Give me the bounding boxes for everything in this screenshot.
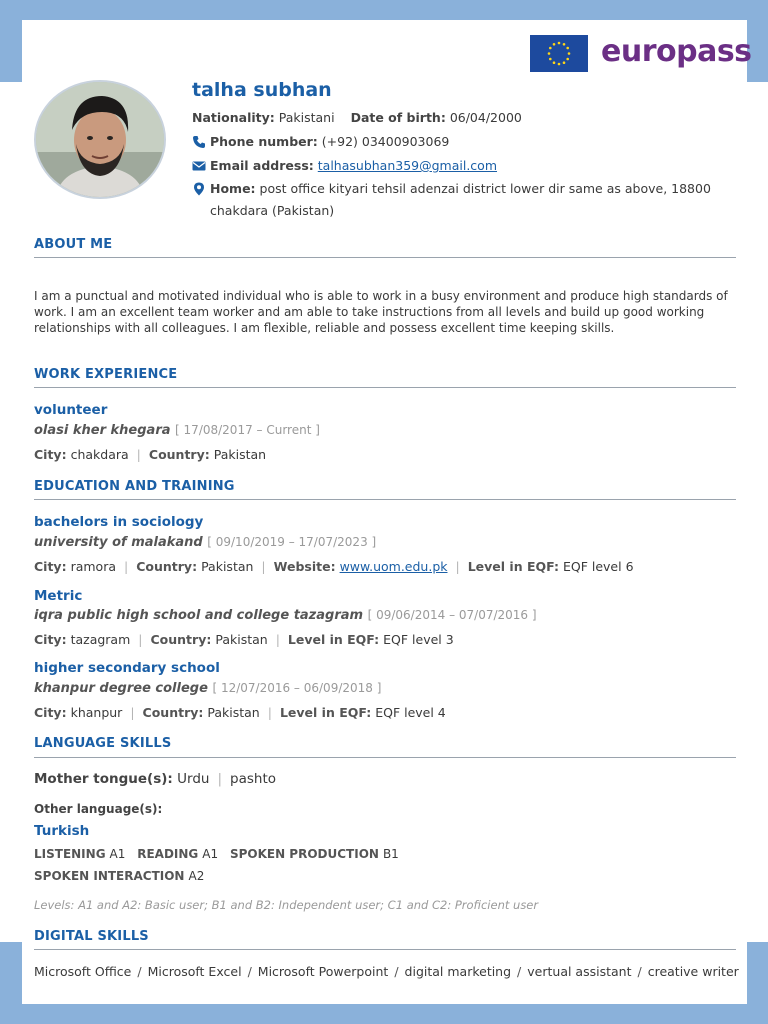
mother-tongue-1: Urdu [177,771,210,787]
dob-value: 06/04/2000 [449,110,522,125]
mother-tongue-label: Mother tongue(s): [34,771,173,787]
country-label: Country: [148,447,210,462]
digital-skill: creative writer [647,964,739,979]
digital-skill: digital marketing [404,964,512,979]
email-label: Email address: [210,158,314,173]
phone-line [210,134,449,150]
email-line [210,158,497,174]
website-label: Website: [273,559,336,574]
mother-tongue-line: Mother tongue(s): Urdu | pashto [34,771,277,787]
education-date: [ 12/07/2016 – 06/09/2018 ] [212,681,382,695]
education-degree: bachelors in sociology [34,514,204,530]
country-value: Pakistan [207,705,260,720]
spoken-interaction-label: SPOKEN INTERACTION [34,869,185,883]
education-school [34,535,376,550]
country-value: Pakistan [213,447,267,462]
section-divider [34,757,736,758]
spoken-production-label: SPOKEN PRODUCTION [229,847,379,861]
reading-level: A1 [202,847,219,861]
school-name: iqra public high school and college tazagram [34,608,364,623]
language-levels-note: Levels: A1 and A2: Basic user; B1 and B2: Independent user; C1 and C2: Proficient user [34,898,539,912]
education-meta: City: ramora | Country: Pakistan | Website: www.uom.edu.pk | Level in EQF: EQF level 6 [34,559,634,574]
email-link[interactable]: talhasubhan359@gmail.com [317,158,498,173]
listening-label: LISTENING [34,847,106,861]
work-date: [ 17/08/2017 – Current ] [175,423,320,437]
digital-skill-separator: / [394,964,399,979]
digital-skill-separator: / [137,964,142,979]
language-name: Turkish [34,823,90,839]
listening-level: A1 [109,847,126,861]
city-value: khanpur [70,705,123,720]
home-label: Home: [210,181,256,196]
digital-skill: Microsoft Office [34,964,132,979]
section-divider [34,949,736,950]
work-org-name: olasi kher khegara [34,423,171,438]
profile-photo [34,80,166,199]
work-organization [34,423,320,438]
section-title-about: ABOUT ME [34,237,113,252]
europass-logo: europass [601,34,752,69]
other-languages-label: Other language(s): [34,802,163,816]
home-address-line2: chakdara (Pakistan) [210,203,335,218]
digital-skills-list [34,964,739,979]
education-school [34,608,537,623]
phone-icon [192,135,206,149]
education-school [34,681,381,696]
digital-skill-separator: / [247,964,252,979]
city-label: City: [34,705,67,720]
person-name: talha subhan [192,79,332,101]
city-value: chakdara [70,447,129,462]
email-icon [192,159,206,173]
digital-skill-separator: / [637,964,642,979]
eqf-label: Level in EQF: [467,559,559,574]
location-pin-icon [192,182,206,196]
education-date: [ 09/06/2014 – 07/07/2016 ] [367,608,537,622]
section-divider [34,257,736,258]
city-label: City: [34,559,67,574]
language-skills-row1 [34,847,399,861]
eqf-label: Level in EQF: [287,632,380,647]
nationality-label: Nationality: [192,110,275,125]
section-divider [34,499,736,500]
nationality-dob-line [192,110,522,126]
section-divider [34,387,736,388]
digital-skill-separator: / [517,964,522,979]
section-title-education: EDUCATION AND TRAINING [34,479,235,494]
dob-label: Date of birth: [350,110,446,125]
reading-label: READING [137,847,199,861]
city-value: ramora [70,559,117,574]
about-text: I am a punctual and motivated individual who is able to work in a busy environment and produce high standards of work. I am an excellent team worker and am able to take instructions from all levels and build up good working relationships with all colleagues. I am flexible, reliable and possess excellent time keeping skills. [34,289,728,335]
eqf-value: EQF level 6 [562,559,634,574]
education-meta: City: khanpur | Country: Pakistan | Level in EQF: EQF level 4 [34,705,446,720]
eu-flag-icon [530,35,588,72]
digital-skill: vertual assistant [527,964,632,979]
school-name: khanpur degree college [34,681,208,696]
phone-value: (+92) 03400903069 [321,134,450,149]
city-value: tazagram [70,632,131,647]
country-value: Pakistan [215,632,268,647]
city-label: City: [34,632,67,647]
education-degree: higher secondary school [34,660,220,676]
school-name: university of malakand [34,535,203,550]
country-label: Country: [136,559,198,574]
education-degree: Metric [34,588,83,604]
phone-label: Phone number: [210,134,318,149]
mother-tongue-2: pashto [230,771,277,787]
home-line [210,181,711,197]
home-address-line1: post office kityari tehsil adenzai district lower dir same as above, 18800 [259,181,711,196]
nationality-value: Pakistani [278,110,335,125]
digital-skill: Microsoft Powerpoint [257,964,389,979]
website-link[interactable]: www.uom.edu.pk [339,559,448,574]
section-title-digital: DIGITAL SKILLS [34,929,149,944]
education-date: [ 09/10/2019 – 17/07/2023 ] [207,535,377,549]
eqf-label: Level in EQF: [279,705,372,720]
language-skills-row2 [34,869,204,883]
spoken-interaction-level: A2 [188,869,205,883]
work-role: volunteer [34,402,108,418]
country-value: Pakistan [201,559,254,574]
digital-skill: Microsoft Excel [147,964,242,979]
eqf-value: EQF level 3 [383,632,454,647]
spoken-production-level: B1 [382,847,399,861]
country-label: Country: [142,705,204,720]
section-title-work: WORK EXPERIENCE [34,367,178,382]
eqf-value: EQF level 4 [375,705,446,720]
section-title-languages: LANGUAGE SKILLS [34,736,172,751]
country-label: Country: [150,632,212,647]
work-meta: City: chakdara | Country: Pakistan [34,447,267,462]
city-label: City: [34,447,67,462]
education-meta: City: tazagram | Country: Pakistan | Level in EQF: EQF level 3 [34,632,454,647]
